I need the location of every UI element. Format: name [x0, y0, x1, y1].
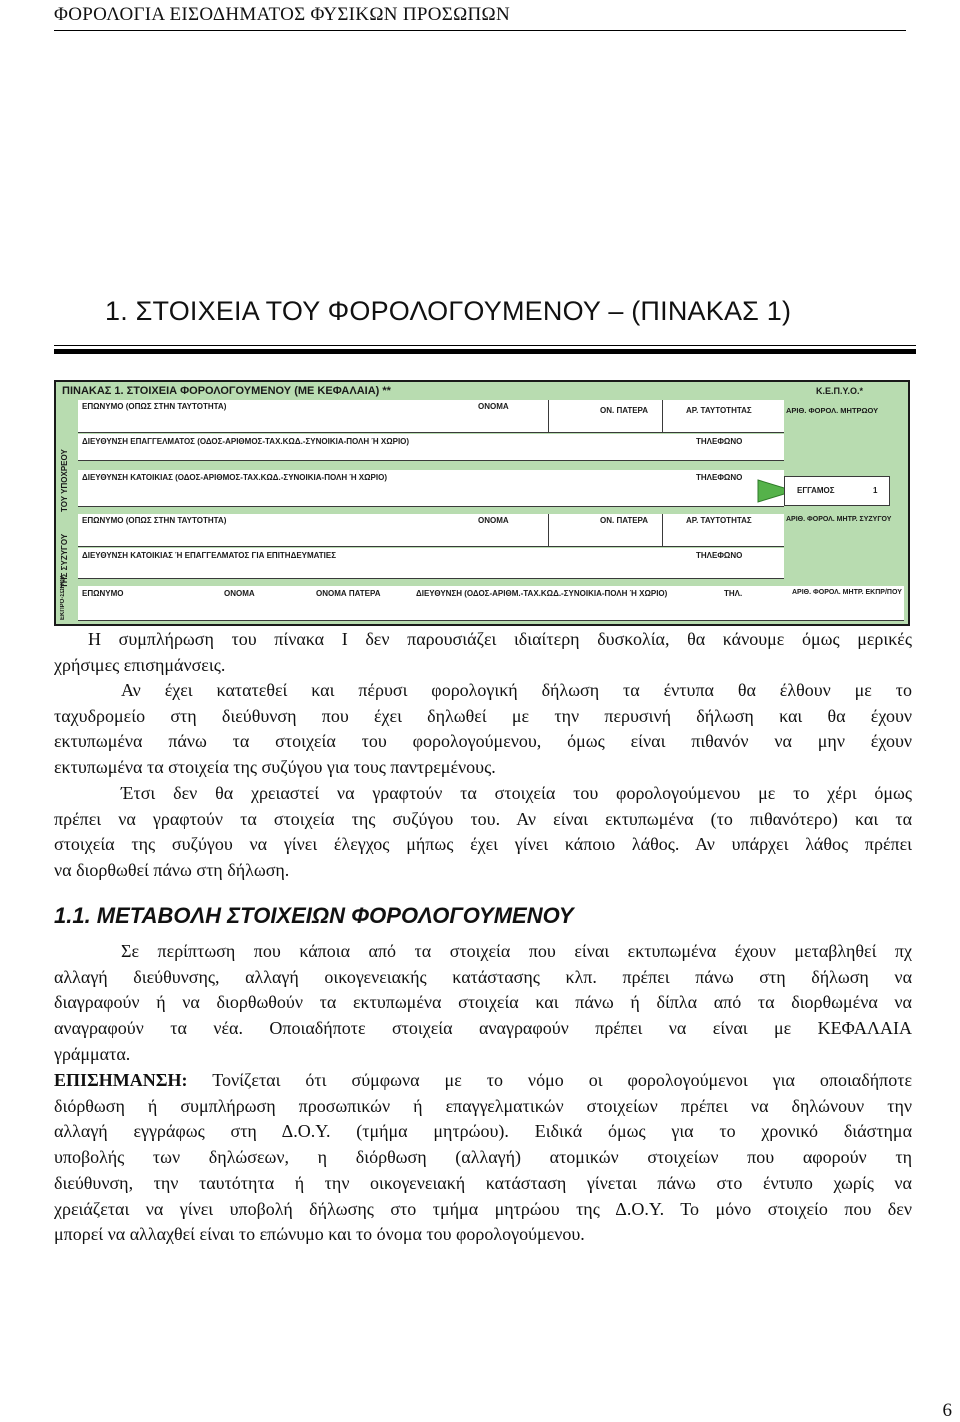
text-line: αναγραφούν τα νέα. Οποιαδήποτε στοιχεία αναγραφούν πρέπει να είναι με ΚΕΦΑΛΑΙΑ [54, 1018, 912, 1039]
text-line: ταχυδρομείο στη διεύθυνση που έχει δηλωθεί με την περυσινή δήλωση και θα έχουν [54, 705, 912, 726]
side-label-ekpr: ΕΚΠΡΟ-ΣΩΠΟΥ [60, 575, 66, 620]
lbl-surname: ΕΠΩΝΥΜΟ (ΟΠΩΣ ΣΤΗΝ ΤΑΥΤΟΤΗΤΑ) [82, 402, 227, 411]
paragraph-intro [54, 627, 912, 678]
lbl-spouse-surname: ΕΠΩΝΥΜΟ (ΟΠΩΣ ΣΤΗΝ ΤΑΥΤΟΤΗΤΑ) [82, 516, 227, 525]
text-line: αλλαγή εγγράφως στη Δ.Ο.Υ. (τμήμα μητρώου). Ειδικά όμως για το χρονικό διάστημα [54, 1121, 912, 1142]
header-rule [54, 30, 906, 31]
text-line: στοιχεία της συζύγου να γίνει έλεγχος μήπως έχει γίνει κάποιο λάθος. Αν υπάρχει λάθος πρέπει [54, 834, 912, 855]
form-heading: ΠΙΝΑΚΑΣ 1. ΣΤΟΙΧΕΙΑ ΦΟΡΟΛΟΓΟΥΜΕΝΟΥ (ΜΕ ΚΕΦΑΛΑΙΑ) ** [62, 385, 391, 397]
lbl-spouse-address: ΔΙΕΥΘΥΝΣΗ ΚΑΤΟΙΚΙΑΣ Ή ΕΠΑΓΓΕΛΜΑΤΟΣ ΓΙΑ ΕΠΙΤΗΔΕΥΜΑΤΙΕΣ [82, 551, 337, 560]
lbl-spouse-phone: ΤΗΛΕΦΩΝΟ [696, 551, 743, 560]
lbl-ekpr-father: ΟΝΟΜΑ ΠΑΤΕΡΑ [316, 589, 381, 598]
row-home-address [78, 470, 784, 507]
subsection-title: 1.1. ΜΕΤΑΒΟΛΗ ΣΤΟΙΧΕΙΩΝ ΦΟΡΟΛΟΓΟΥΜΕΝΟΥ [54, 903, 574, 928]
lbl-ekpr-surname: ΕΠΩΝΥΜΟ [82, 589, 124, 598]
divider [548, 400, 549, 432]
text-line: χρειάζεται να γίνει υποβολή δήλωσης στο τμήμα μητρώου της Δ.Ο.Υ. Το μόνο στοιχείο που δεν [54, 1198, 912, 1219]
lbl-ekpr-name: ΟΝΟΜΑ [224, 589, 255, 598]
text-line: Σε περίπτωση που κάποια από τα στοιχεία που είναι εκτυπωμένα έχουν μεταβληθεί πχ [121, 941, 912, 961]
lbl-ekpr-tel: ΤΗΛ. [724, 589, 743, 598]
form-table-1 [54, 380, 910, 626]
text-line: Αν έχει κατατεθεί και πέρυσι φορολογική δήλωση τα έντυπα θα έλθουν με το [121, 680, 912, 700]
lbl-ekpr-address: ΔΙΕΥΘΥΝΣΗ (ΟΔΟΣ-ΑΡΙΘΜ.-ΤΑΧ.ΚΩΔ.-ΣΥΝΟΙΚΙΑ-ΠΟΛΗ Ή ΧΩΡΙΟ) [416, 589, 668, 598]
paragraph-previous-year [54, 678, 912, 781]
lbl-phone: ΤΗΛΕΦΩΝΟ [696, 437, 743, 446]
text-line: Η συμπλήρωση του πίνακα Ι δεν παρουσιάζει ιδιαίτερη δυσκολία, θα κάνουμε όμως μερικές [88, 629, 912, 649]
text-line: Έτσι δεν θα χρειαστεί να γραφτούν τα στοιχεία του φορολογούμενου με το χέρι όμως [121, 783, 912, 803]
divider [548, 514, 549, 546]
paragraph-spouse-data [54, 781, 912, 884]
text-line: αλλαγή διεύθυνσης, αλλαγή οικογενειακής κατάστασης κλπ. πρέπει πάνω στη δήλωση να [54, 966, 912, 987]
text-line: γράμματα. [54, 1043, 131, 1064]
lbl-eggamos-num: 1 [873, 486, 878, 495]
lbl-spouse-id: ΑΡ. ΤΑΥΤΟΤΗΤΑΣ [686, 516, 752, 525]
title-rule-thin [54, 345, 916, 346]
paragraph-notice [54, 1068, 912, 1248]
lbl-business-address: ΔΙΕΥΘΥΝΣΗ ΕΠΑΓΓΕΛΜΑΤΟΣ (ΟΔΟΣ-ΑΡΙΘΜΟΣ-ΤΑΧ.ΚΩΔ.-ΣΥΝΟΙΚΙΑ-ΠΟΛΗ Ή ΧΩΡΙΟ) [82, 437, 410, 446]
side-label-taxpayer: ΤΟΥ ΥΠΟΧΡΕΟΥ [60, 449, 69, 512]
title-rule-thick [54, 349, 916, 354]
lbl-name: ΟΝΟΜΑ [478, 402, 509, 411]
text-line: διεύθυνση, την ταυτότητα ή την οικογενειακή κατάσταση γίνεται πάνω στο έντυπο χωρίς να [54, 1172, 912, 1193]
text-line: εκτυπωμένα πάνω τα στοιχεία του φορολογούμενου, όμως είναι πιθανόν να μην έχουν [54, 731, 912, 752]
text-line: διόρθωση ή συμπλήρωση προσωπικών ή επαγγελματικών στοιχείων πρέπει να δηλώνουν την [54, 1095, 912, 1116]
notice-label: ΕΠΙΣΗΜΑΝΣΗ: [54, 1070, 188, 1090]
running-header: ΦΟΡΟΛΟΓΙΑ ΕΙΣΟΔΗΜΑΤΟΣ ΦΥΣΙΚΩΝ ΠΡΟΣΩΠΩΝ [54, 4, 510, 25]
section-title: 1. ΣΤΟΙΧΕΙΑ ΤΟΥ ΦΟΡΟΛΟΓΟΥΜΕΝΟΥ – (ΠΙΝΑΚΑΣ 1) [105, 296, 792, 326]
row-spouse-address [78, 548, 784, 579]
text-line: πρέπει να γραφτούν τα στοιχεία της συζύγου του. Αν είναι εκτυπωμένα (το πιθανότερο) και τα [54, 808, 912, 829]
row-spouse-name [78, 514, 784, 547]
side-label-spouse: ΤΗΣ ΣΥΖΥΓΟΥ [60, 533, 69, 588]
text-line: να διορθωθεί πάνω στη δήλωση. [54, 860, 290, 881]
lbl-spouse-name: ΟΝΟΜΑ [478, 516, 509, 525]
lbl-id: ΑΡ. ΤΑΥΤΟΤΗΤΑΣ [686, 406, 752, 415]
eggamos-box [784, 476, 890, 506]
row-taxpayer-name [78, 400, 784, 433]
lbl-ekpr-tax-reg: ΑΡΙΘ. ΦΟΡΟΛ. ΜΗΤΡ. ΕΚΠΡ/ΠΟΥ [792, 589, 902, 596]
text-line: διαγραφούν ή να διορθωθούν τα εκτυπωμένα στοιχεία και πάνω ή δίπλα από τα διορθωμένα να [54, 992, 912, 1013]
lbl-eggamos: ΕΓΓΑΜΟΣ [797, 486, 835, 495]
text-line: εκτυπωμένα τα στοιχεία της συζύγου για τους παντρεμένους. [54, 757, 496, 778]
divider [662, 400, 663, 432]
text-line [54, 1068, 912, 1094]
notice-first-line: Τονίζεται ότι σύμφωνα με το νόμο οι φορολογούμενοι για οποιαδήποτε [187, 1070, 912, 1090]
paragraph-changes [54, 939, 912, 1068]
text-line: υποβολής των δηλώσεων, η διόρθωση (αλλαγή) ατομικών στοιχείων που αφορούν τη [54, 1147, 912, 1168]
lbl-tax-reg: ΑΡΙΘ. ΦΟΡΟΛ. ΜΗΤΡΩΟΥ [786, 406, 879, 415]
page-number: 6 [942, 1400, 952, 1421]
lbl-home-address: ΔΙΕΥΘΥΝΣΗ ΚΑΤΟΙΚΙΑΣ (ΟΔΟΣ-ΑΡΙΘΜΟΣ-ΤΑΧ.ΚΩΔ.-ΣΥΝΟΙΚΙΑ-ΠΟΛΗ Ή ΧΩΡΙΟ) [82, 473, 387, 482]
lbl-father: ΟΝ. ΠΑΤΕΡΑ [600, 406, 649, 415]
lbl-spouse-tax-reg: ΑΡΙΘ. ΦΟΡΟΛ. ΜΗΤΡ. ΣΥΖΥΓΟΥ [786, 516, 892, 523]
text-line: μπορεί να αλλαχθεί είναι το επώνυμο και το όνομα του φορολογούμενου. [54, 1224, 585, 1245]
lbl-phone-2: ΤΗΛΕΦΩΝΟ [696, 473, 743, 482]
row-business-address [78, 434, 784, 461]
divider [662, 514, 663, 546]
form-kepyo: Κ.Ε.Π.Υ.Ο.* [816, 386, 864, 396]
text-line: χρήσιμες επισημάνσεις. [54, 654, 226, 675]
row-representative [78, 586, 904, 621]
lbl-spouse-father: ΟΝ. ΠΑΤΕΡΑ [600, 516, 649, 525]
